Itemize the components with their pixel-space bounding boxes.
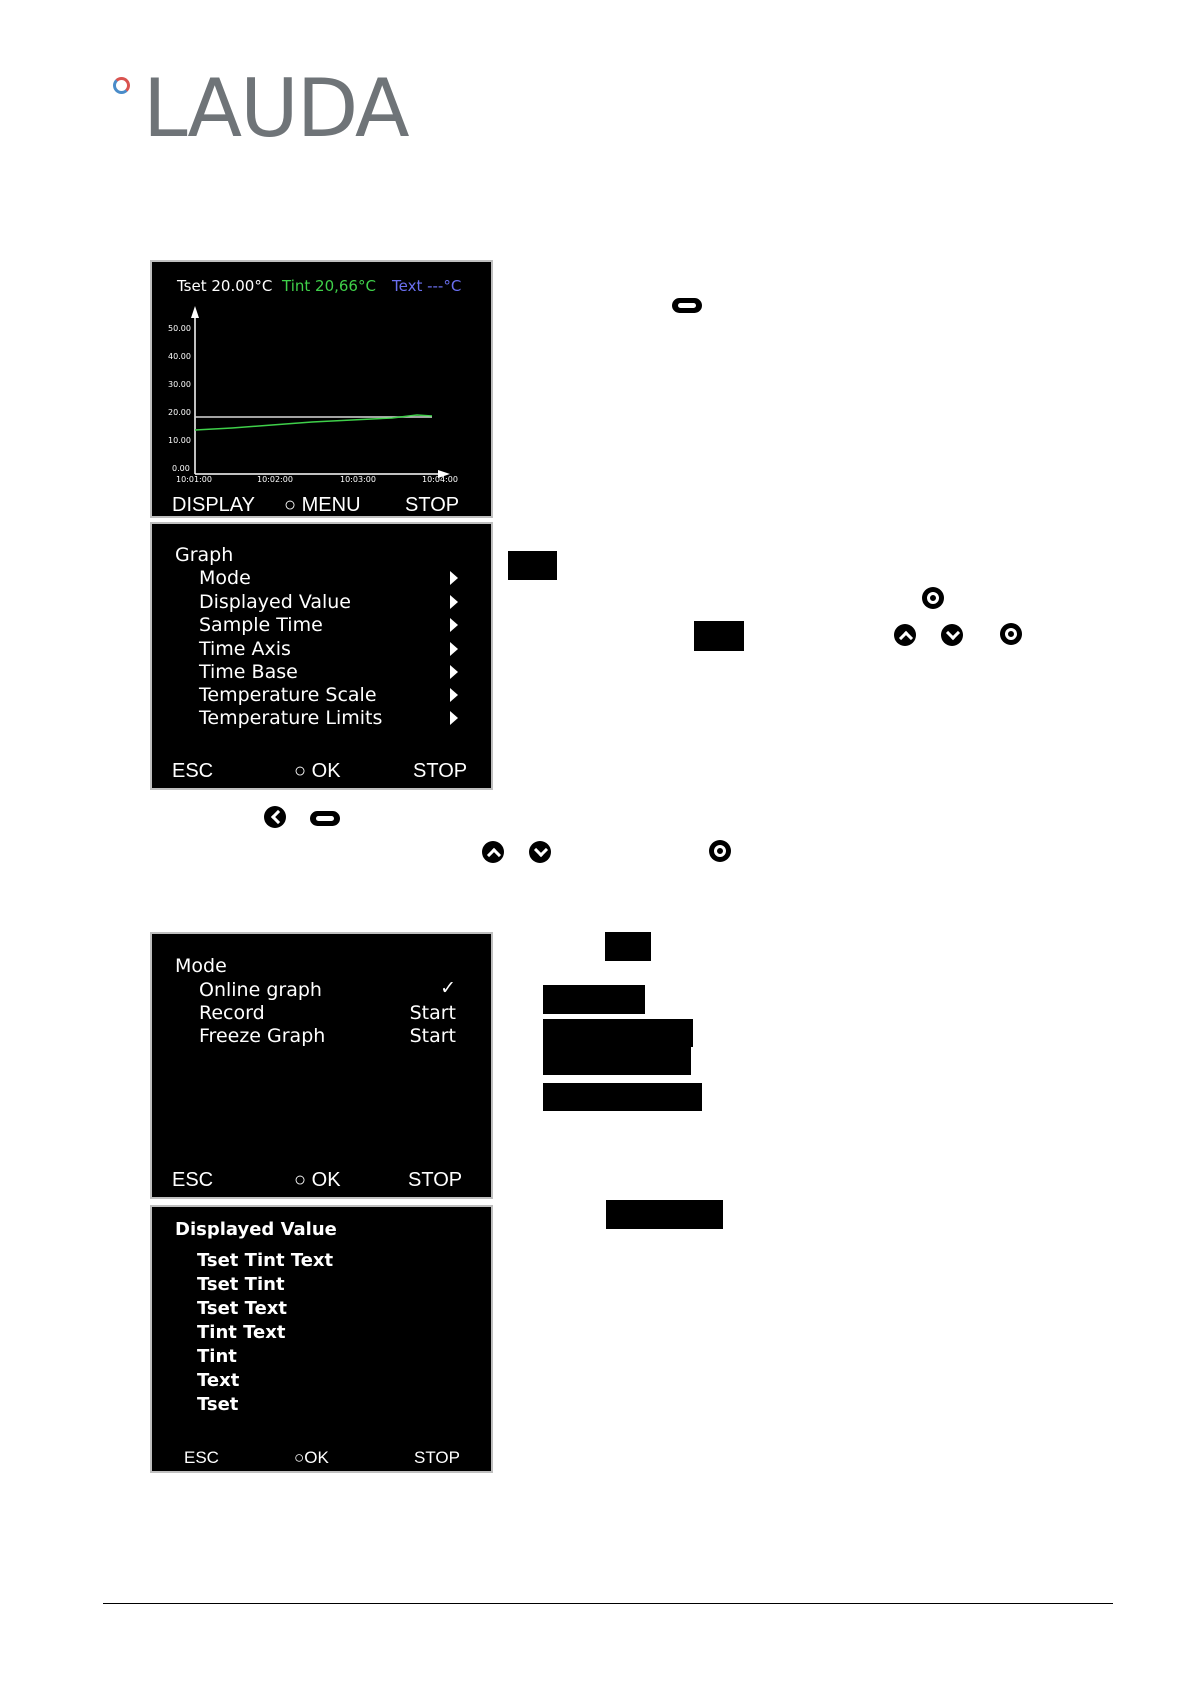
redacted-label	[606, 1200, 723, 1229]
y-tick: 20.00	[168, 408, 191, 417]
option-tint[interactable]: Tint	[197, 1346, 237, 1367]
up-key-icon	[482, 841, 504, 863]
esc-softkey[interactable]: ESC	[172, 760, 214, 782]
menu-item-record[interactable]: Record	[199, 1002, 265, 1024]
softkey-bar	[152, 1448, 491, 1474]
x-tick: 10:02:00	[257, 475, 293, 484]
chevron-right-icon	[450, 642, 458, 656]
chevron-right-icon	[450, 711, 458, 725]
chevron-right-icon	[450, 618, 458, 632]
y-tick: 0.00	[172, 464, 190, 473]
mode-screen	[150, 932, 493, 1199]
menu-item-time-base[interactable]: Time Base	[199, 661, 298, 683]
menu-item-mode[interactable]: Mode	[199, 567, 251, 589]
menu-item-time-axis[interactable]: Time Axis	[199, 638, 291, 660]
redacted-label	[543, 1083, 702, 1111]
esc-softkey[interactable]: ESC	[184, 1448, 219, 1467]
y-tick: 50.00	[168, 324, 191, 333]
menu-item-freeze-graph[interactable]: Freeze Graph	[199, 1025, 326, 1047]
menu-item-temperature-scale[interactable]: Temperature Scale	[199, 684, 377, 706]
esc-softkey[interactable]: ESC	[172, 1169, 214, 1191]
stop-softkey[interactable]: STOP	[408, 1169, 463, 1191]
softkey-bar	[152, 1169, 491, 1195]
option-tset-text[interactable]: Tset Text	[197, 1298, 287, 1319]
redacted-label	[543, 1019, 693, 1047]
down-key-icon	[529, 841, 551, 863]
temperature-graph	[152, 262, 491, 516]
y-tick: 40.00	[168, 352, 191, 361]
softkey-bar	[152, 494, 491, 520]
display-softkey[interactable]: DISPLAY	[172, 494, 255, 516]
redacted-label	[543, 1047, 691, 1075]
ok-key-icon	[922, 587, 944, 609]
footer-divider	[103, 1603, 1113, 1604]
redacted-label	[694, 621, 744, 651]
tint-readout: Tint 20,66°C	[282, 277, 376, 295]
redacted-label	[508, 551, 557, 580]
ok-softkey[interactable]: ○OK	[294, 1448, 329, 1467]
y-tick: 30.00	[168, 380, 191, 389]
option-tset-tint[interactable]: Tset Tint	[197, 1274, 285, 1295]
logo-text: LAUDA	[143, 62, 408, 155]
chevron-right-icon	[450, 571, 458, 585]
stop-softkey[interactable]: STOP	[413, 760, 468, 782]
ok-softkey[interactable]: ○ OK	[294, 760, 341, 782]
chevron-right-icon	[450, 665, 458, 679]
displayed-value-screen	[150, 1205, 493, 1473]
left-key-icon	[264, 806, 286, 828]
tset-readout: Tset 20.00°C	[177, 277, 273, 295]
ok-key-icon	[709, 840, 731, 862]
minus-key-icon	[672, 298, 702, 313]
graph-screen	[150, 260, 493, 518]
option-tset[interactable]: Tset	[197, 1394, 239, 1415]
down-key-icon	[941, 624, 963, 646]
menu-item-sample-time[interactable]: Sample Time	[199, 614, 323, 636]
ok-softkey[interactable]: ○ OK	[294, 1169, 341, 1191]
option-text[interactable]: Text	[197, 1370, 240, 1391]
chevron-right-icon	[450, 595, 458, 609]
logo-ring-icon	[113, 77, 130, 94]
chevron-right-icon	[450, 688, 458, 702]
check-icon: ✓	[440, 977, 456, 999]
menu-title: Graph	[175, 544, 234, 566]
freeze-value: Start	[409, 1025, 456, 1047]
x-tick: 10:03:00	[340, 475, 376, 484]
menu-softkey[interactable]: ○ MENU	[284, 494, 361, 516]
redacted-label	[605, 932, 651, 961]
menu-item-displayed-value[interactable]: Displayed Value	[199, 591, 351, 613]
ok-key-icon	[1000, 623, 1022, 645]
menu-title: Mode	[175, 955, 227, 977]
menu-item-temperature-limits[interactable]: Temperature Limits	[199, 707, 383, 729]
graph-menu-screen	[150, 522, 493, 790]
menu-item-online-graph[interactable]: Online graph	[199, 979, 322, 1001]
x-tick: 10:04:00	[422, 475, 458, 484]
option-tint-text[interactable]: Tint Text	[197, 1322, 286, 1343]
x-tick: 10:01:00	[176, 475, 212, 484]
stop-softkey[interactable]: STOP	[414, 1448, 460, 1467]
text-readout: Text ---°C	[392, 277, 462, 295]
stop-softkey[interactable]: STOP	[405, 494, 460, 516]
option-tset-tint-text[interactable]: Tset Tint Text	[197, 1250, 334, 1271]
y-axis-arrow-icon	[191, 306, 199, 318]
y-tick: 10.00	[168, 436, 191, 445]
redacted-label	[543, 985, 645, 1014]
softkey-bar	[152, 760, 491, 786]
minus-key-icon	[310, 811, 340, 826]
record-value: Start	[409, 1002, 456, 1024]
menu-title: Displayed Value	[175, 1219, 337, 1240]
up-key-icon	[894, 624, 916, 646]
